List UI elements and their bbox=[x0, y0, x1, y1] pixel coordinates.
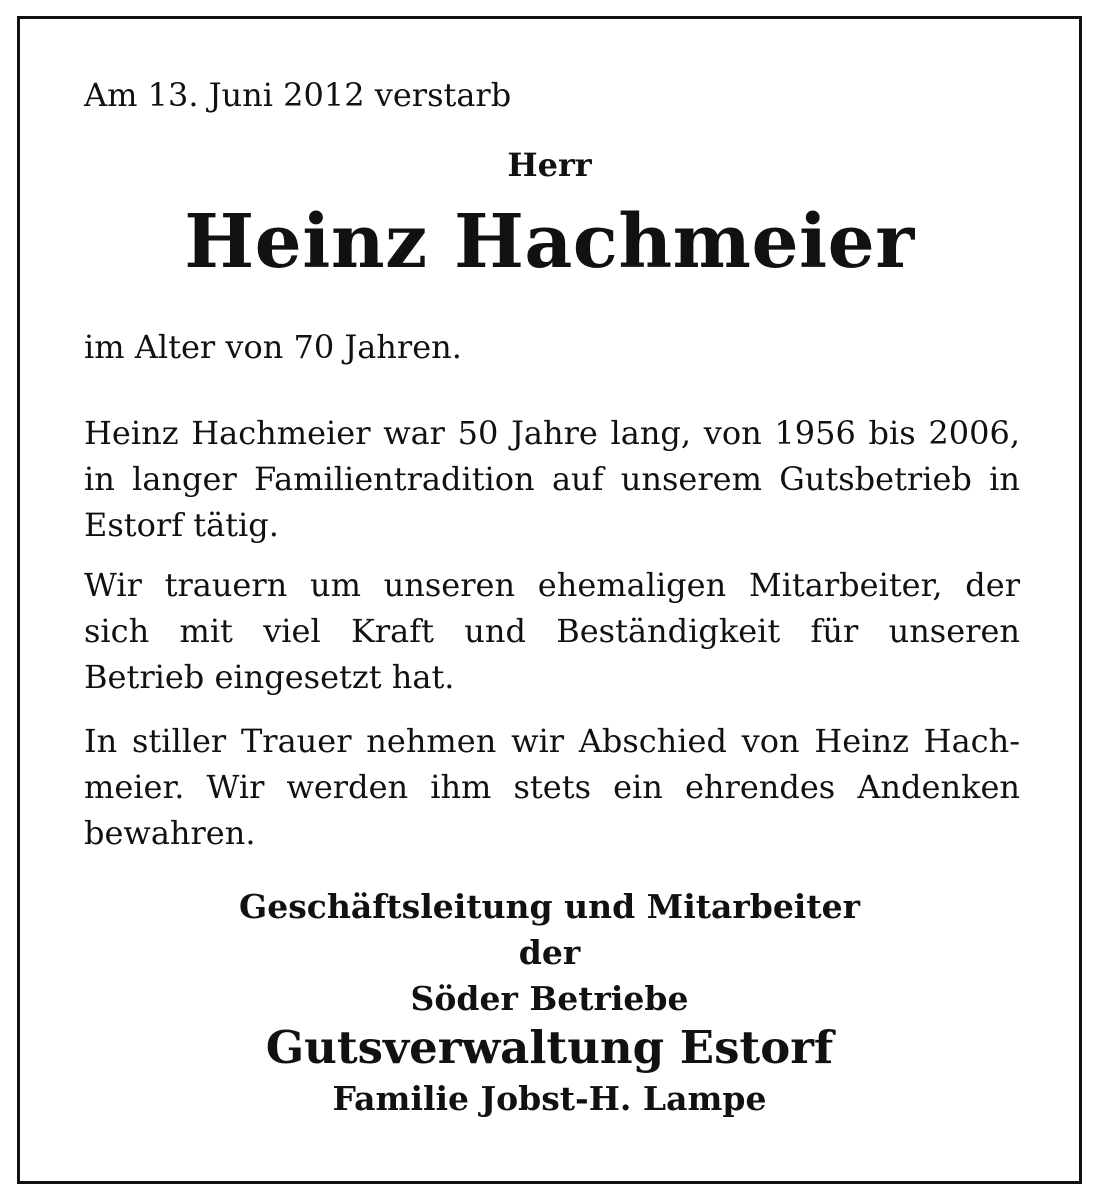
paragraph-line: In stiller Trauer nehmen wir Abschied von Heinz Hach- bbox=[84, 722, 1020, 760]
age-line: im Alter von 70 Jahren. bbox=[84, 328, 462, 366]
signature-family: Familie Jobst-H. Lampe bbox=[332, 1079, 767, 1118]
paragraph-line: in langer Familientradition auf unserem Gutsbetrieb in bbox=[84, 460, 1020, 498]
signature-company: Söder Betriebe bbox=[410, 979, 689, 1018]
signature-management: Geschäftsleitung und Mitarbeiter bbox=[239, 887, 860, 926]
signature-estate: Gutsverwaltung Estorf bbox=[265, 1021, 834, 1074]
paragraph-career bbox=[84, 410, 1020, 548]
paragraph-line: Estorf tätig. bbox=[84, 506, 279, 544]
signature-connector: der bbox=[518, 933, 581, 972]
paragraph-line: bewahren. bbox=[84, 814, 256, 852]
paragraph-farewell bbox=[84, 718, 1020, 856]
intro-line: Am 13. Juni 2012 verstarb bbox=[84, 76, 512, 114]
paragraph-mourning bbox=[84, 562, 1020, 700]
paragraph-line: Wir trauern um unseren ehemaligen Mitarbeiter, der bbox=[84, 566, 1020, 604]
salutation: Herr bbox=[507, 146, 592, 184]
deceased-name: Heinz Hachmeier bbox=[184, 199, 915, 285]
paragraph-line: Heinz Hachmeier war 50 Jahre lang, von 1956 bis 2006, bbox=[84, 414, 1020, 452]
paragraph-line: Betrieb eingesetzt hat. bbox=[84, 658, 455, 696]
paragraph-line: meier. Wir werden ihm stets ein ehrendes Andenken bbox=[84, 768, 1020, 806]
paragraph-line: sich mit viel Kraft und Beständigkeit für unseren bbox=[84, 612, 1020, 650]
